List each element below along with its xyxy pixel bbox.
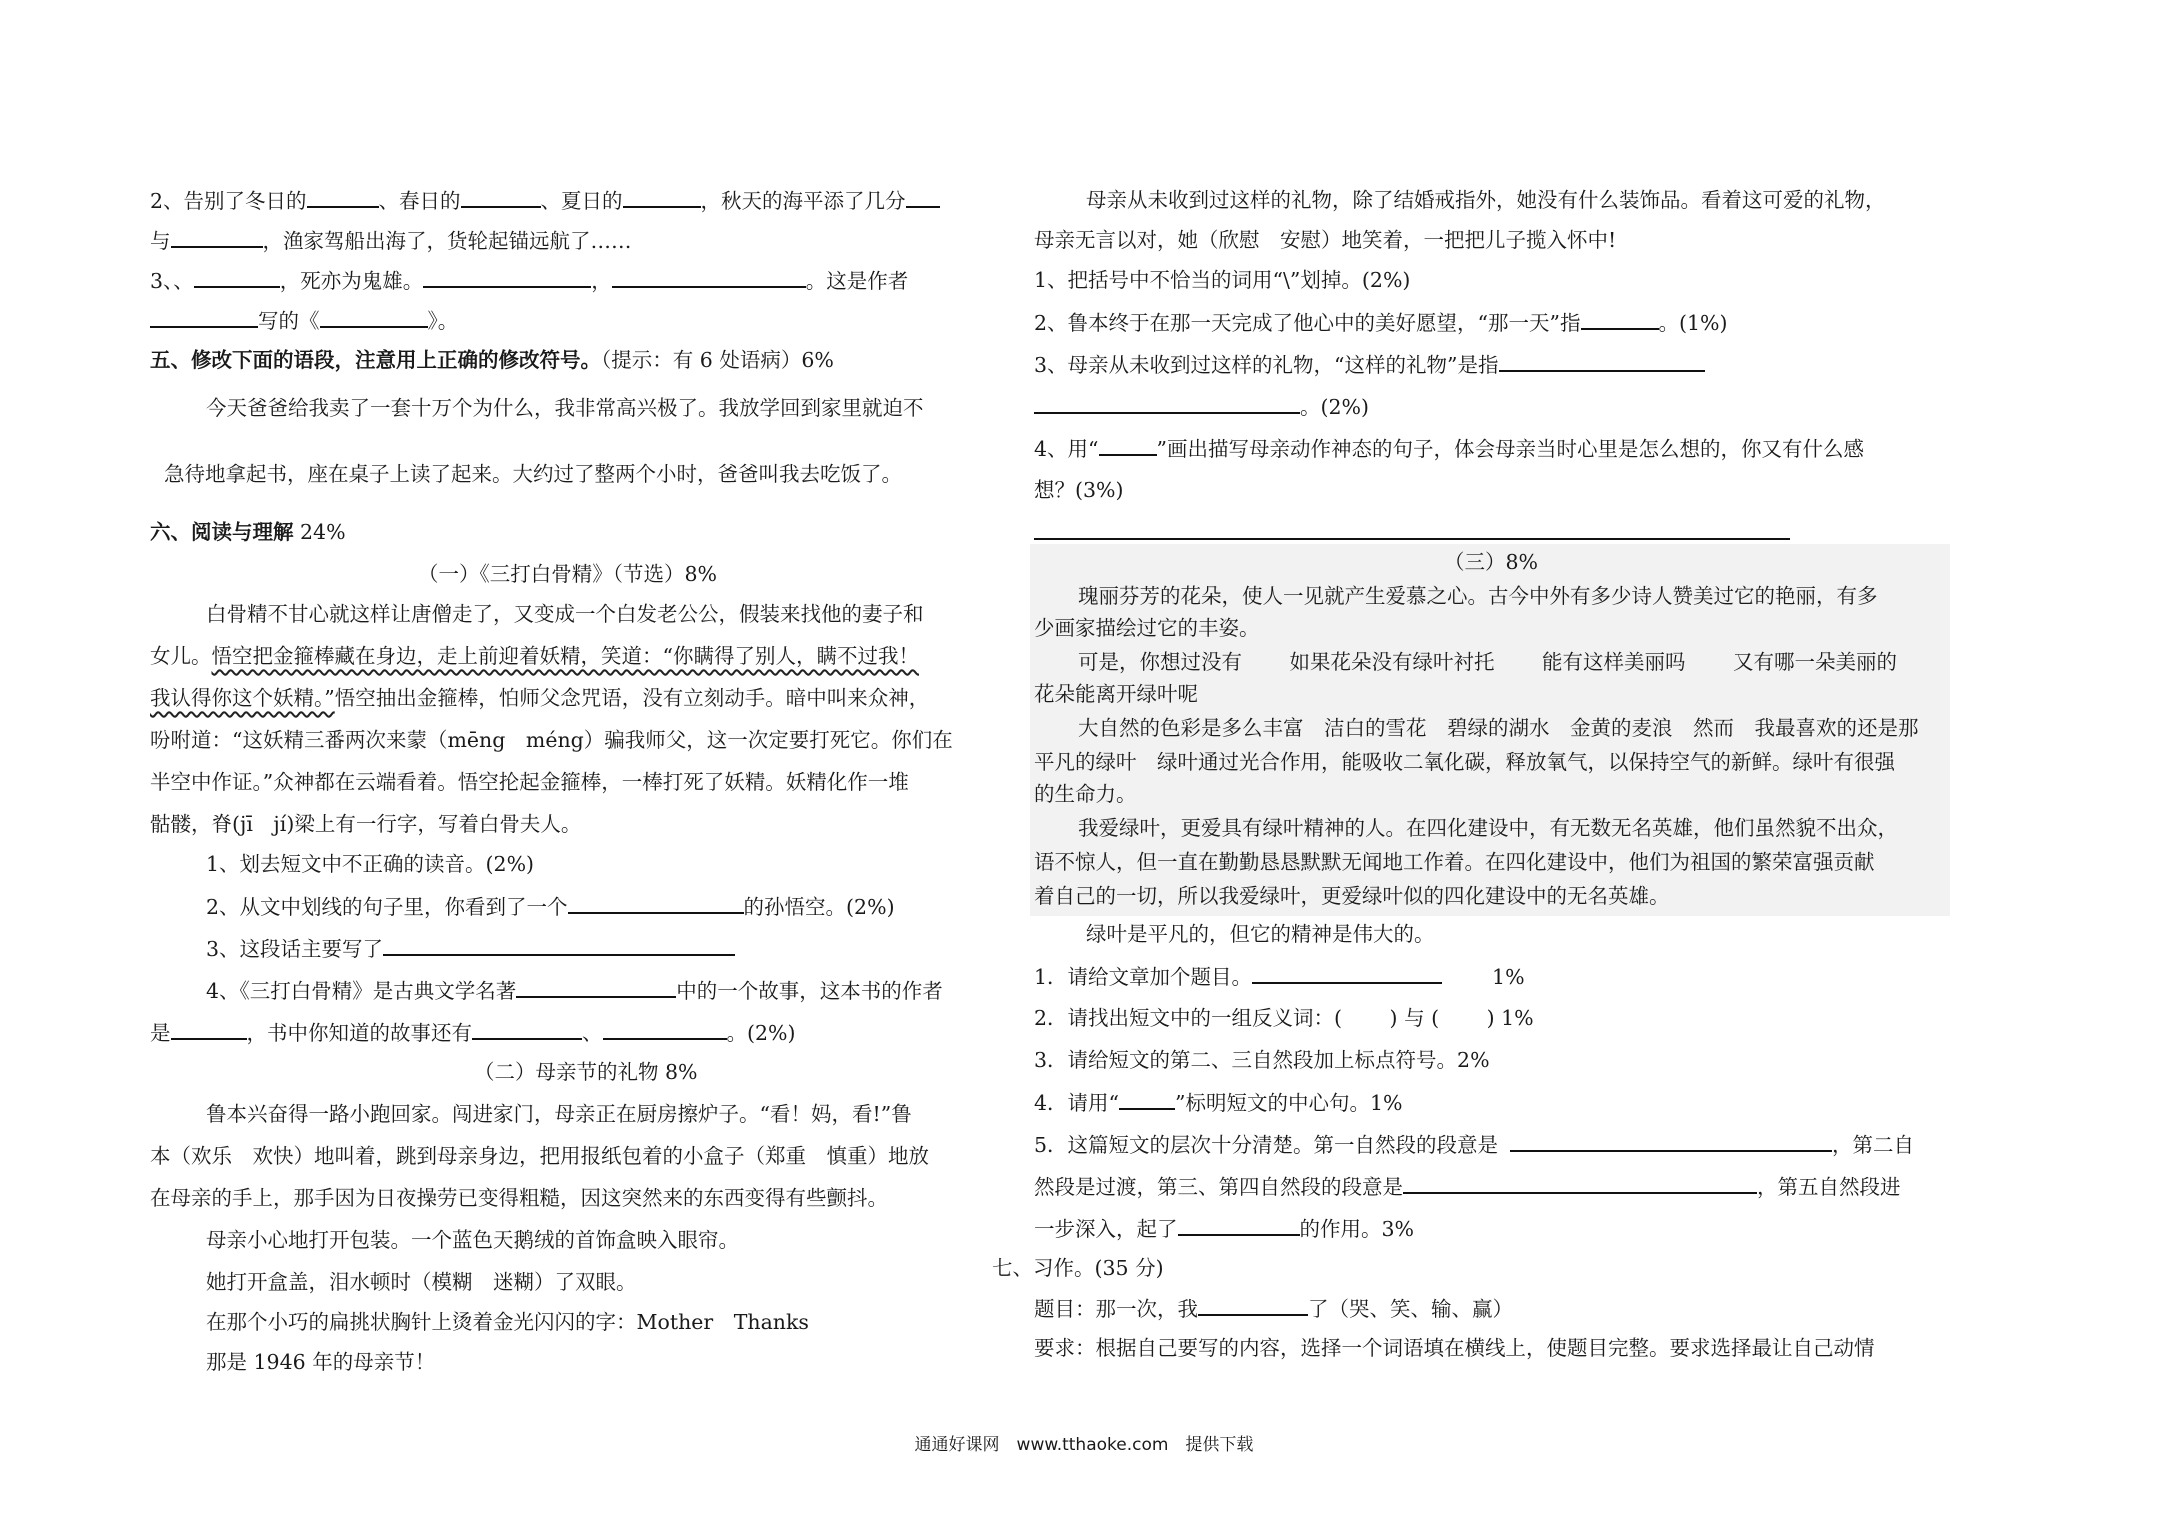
question: 。(2%) — [1034, 394, 1369, 420]
paragraph: 那是 1946 年的母亲节！ — [206, 1350, 436, 1374]
paragraph: 少画家描绘过它的丰姿。 — [1034, 616, 1260, 640]
blank[interactable] — [1099, 436, 1157, 456]
paragraph: 绿叶是平凡的，但它的精神是伟大的。 — [1086, 922, 1435, 946]
blank[interactable] — [383, 936, 735, 956]
paragraph: 的生命力。 — [1034, 782, 1137, 806]
paragraph: 她打开盒盖，泪水顿时（模糊 迷糊）了双眼。 — [206, 1270, 637, 1294]
blank[interactable] — [472, 1020, 582, 1040]
paragraph: 我认得你这个妖精。”悟空抽出金箍棒，怕师父念咒语，没有立刻动手。暗中叫来众神， — [150, 686, 930, 710]
reading-1-title: （一）《三打白骨精》（节选）8% — [418, 562, 718, 586]
blank[interactable] — [1499, 352, 1705, 372]
question: 1．请给文章加个题目。 1% — [1034, 965, 1525, 989]
reading-2-title: （二）母亲节的礼物 8% — [474, 1060, 698, 1084]
section-6-heading: 六、阅读与理解 24% — [150, 520, 346, 544]
paragraph: 在母亲的手上，那手因为日夜操劳已变得粗糙，因这突然来的东西变得有些颤抖。 — [150, 1186, 888, 1210]
question: 5．这篇短文的层次十分清楚。第一自然段的段意是 ，第二自 — [1034, 1133, 1915, 1157]
composition-title: 题目：那一次，我 了（哭、笑、输、赢） — [1034, 1297, 1513, 1321]
question: 4、《三打白骨精》是古典文学名著 中的一个故事，这本书的作者 — [206, 979, 943, 1003]
underlined-sentence: 悟空把金箍棒藏在身边，走上前迎着妖精，笑道：“你瞒得了别人，瞒不过我！ — [211, 644, 919, 668]
blank[interactable] — [1198, 1296, 1308, 1316]
paragraph: 本（欢乐 欢快）地叫着，跳到母亲身边，把用报纸包着的小盒子（郑重 慎重）地放 — [150, 1144, 929, 1168]
paragraph: 半空中作证。”众神都在云端看着。悟空抡起金箍棒，一棒打死了妖精。妖精化作一堆 — [150, 770, 909, 794]
question: 3、这段话主要写了 — [206, 936, 735, 962]
question: 4．请用“ ”标明短文的中心句。1% — [1034, 1091, 1403, 1115]
blank[interactable] — [1252, 964, 1442, 984]
blank[interactable] — [307, 188, 379, 208]
blank[interactable] — [1178, 1216, 1300, 1236]
section-5-heading: 五、修改下面的语段，注意用上正确的修改符号。（提示：有 6 处语病）6% — [150, 348, 834, 372]
paragraph: 在那个小巧的扁挑状胸针上烫着金光闪闪的字：Mother Thanks — [206, 1310, 809, 1334]
blank[interactable] — [150, 308, 258, 328]
reading-3-title: （三）8% — [1444, 550, 1539, 574]
blank[interactable] — [171, 228, 263, 248]
question: 3、母亲从未收到过这样的礼物，“这样的礼物”是指 — [1034, 352, 1705, 378]
paragraph: 我爱绿叶，更爱具有绿叶精神的人。在四化建设中，有无数无名英雄，他们虽然貌不出众， — [1078, 816, 1898, 840]
blank[interactable] — [1581, 310, 1659, 330]
paragraph: 语不惊人，但一直在勤勤恳恳默默无闻地工作着。在四化建设中，他们为祖国的繁荣富强贡献 — [1034, 850, 1875, 874]
footer: 通通好课网 www.tthaoke.com 提供下载 — [914, 1435, 1254, 1455]
paragraph: 大自然的色彩是多么丰富 洁白的雪花 碧绿的湖水 金黄的麦浪 然而 我最喜欢的还是那 — [1078, 716, 1919, 740]
blank[interactable] — [1403, 1174, 1757, 1194]
paragraph: 吩咐道：“这妖精三番两次来蒙（mēng méng）骗我师父，这一次定要打死它。你们在 — [150, 728, 953, 752]
paragraph: 可是，你想过没有 如果花朵没有绿叶衬托 能有这样美丽吗 又有哪一朵美丽的 — [1078, 650, 1898, 674]
blank[interactable] — [906, 188, 940, 208]
question: 一步深入，起了 的作用。3% — [1034, 1217, 1415, 1241]
blank[interactable] — [194, 268, 280, 288]
paragraph: 母亲小心地打开包装。一个蓝色天鹅绒的首饰盒映入眼帘。 — [206, 1228, 739, 1252]
paragraph: 骷髅，脊(jī jí)梁上有一行字，写着白骨夫人。 — [150, 812, 582, 836]
composition-requirements: 要求：根据自己要写的内容，选择一个词语填在横线上，使题目完整。要求选择最让自己动情 — [1034, 1336, 1875, 1360]
section-7-heading: 七、习作。(35 分) — [992, 1256, 1164, 1280]
question: 1、划去短文中不正确的读音。(2%) — [206, 852, 535, 876]
blank[interactable] — [423, 268, 591, 288]
question: 是 ，书中你知道的故事还有 、 。(2%) — [150, 1021, 796, 1045]
question: 2、从文中划线的句子里，你看到了一个 的孙悟空。(2%) — [206, 895, 895, 919]
blank[interactable] — [461, 188, 541, 208]
answer-line[interactable] — [1034, 538, 1790, 540]
question: 3．请给短文的第二、三自然段加上标点符号。2% — [1034, 1048, 1490, 1072]
blank[interactable] — [623, 188, 701, 208]
paragraph: 着自己的一切，所以我爱绿叶，更爱绿叶似的四化建设中的无名英雄。 — [1034, 884, 1670, 908]
paragraph: 花朵能离开绿叶呢 — [1034, 682, 1198, 706]
question: 4、用“ ”画出描写母亲动作神态的句子，体会母亲当时心里是怎么想的，你又有什么感 — [1034, 437, 1865, 461]
blank[interactable] — [320, 308, 428, 328]
fill-question-2-cont: 与 ，渔家驾船出海了，货轮起锚远航了…… — [150, 229, 632, 253]
paragraph: 女儿。悟空把金箍棒藏在身边，走上前迎着妖精，笑道：“你瞒得了别人，瞒不过我！ — [150, 644, 919, 668]
question: 想？(3%) — [1034, 478, 1124, 502]
paragraph: 母亲无言以对，她（欣慰 安慰）地笑着，一把把儿子揽入怀中! — [1034, 228, 1617, 252]
underlined-sentence: 我认得你这个妖精。” — [150, 686, 335, 710]
paragraph: 今天爸爸给我卖了一套十万个为什么，我非常高兴极了。我放学回到家里就迫不 — [206, 396, 924, 420]
question: 2、鲁本终于在那一天完成了他心中的美好愿望，“那一天”指 。(1%) — [1034, 311, 1728, 335]
question: 2．请找出短文中的一组反义词：( ) 与 ( ) 1% — [1034, 1006, 1534, 1030]
blank[interactable] — [568, 894, 744, 914]
blank[interactable] — [1034, 394, 1300, 414]
fill-question-3: 3、、 ，死亦为鬼雄。 ， 。这是作者 — [150, 269, 909, 293]
blank[interactable] — [516, 978, 676, 998]
blank[interactable] — [603, 1020, 727, 1040]
fill-question-3-cont: 写的《 》。 — [150, 308, 458, 334]
question: 1、把括号中不恰当的词用“\”划掉。(2%) — [1034, 268, 1411, 292]
blank[interactable] — [171, 1020, 247, 1040]
paragraph: 平凡的绿叶 绿叶通过光合作用，能吸收二氧化碳，释放氧气，以保持空气的新鲜。绿叶有很强 — [1034, 750, 1895, 774]
blank[interactable] — [612, 268, 806, 288]
paragraph: 瑰丽芬芳的花朵，使人一见就产生爱慕之心。古今中外有多少诗人赞美过它的艳丽，有多 — [1078, 584, 1878, 608]
paragraph: 母亲从未收到过这样的礼物，除了结婚戒指外，她没有什么装饰品。看着这可爱的礼物， — [1086, 188, 1886, 212]
fill-question-2: 2、告别了冬日的 、春日的 、夏日的 ，秋天的海平添了几分 — [150, 188, 940, 214]
question: 然段是过渡，第三、第四自然段的段意是 ，第五自然段进 — [1034, 1175, 1901, 1199]
paragraph: 白骨精不甘心就这样让唐僧走了，又变成一个白发老公公，假装来找他的妻子和 — [206, 602, 924, 626]
blank[interactable] — [1510, 1132, 1832, 1152]
paragraph: 急待地拿起书，座在桌子上读了起来。大约过了整两个小时，爸爸叫我去吃饭了。 — [164, 462, 902, 486]
blank[interactable] — [1119, 1090, 1175, 1110]
paragraph: 鲁本兴奋得一路小跑回家。闯进家门，母亲正在厨房擦炉子。“看！妈，看!”鲁 — [206, 1102, 912, 1126]
